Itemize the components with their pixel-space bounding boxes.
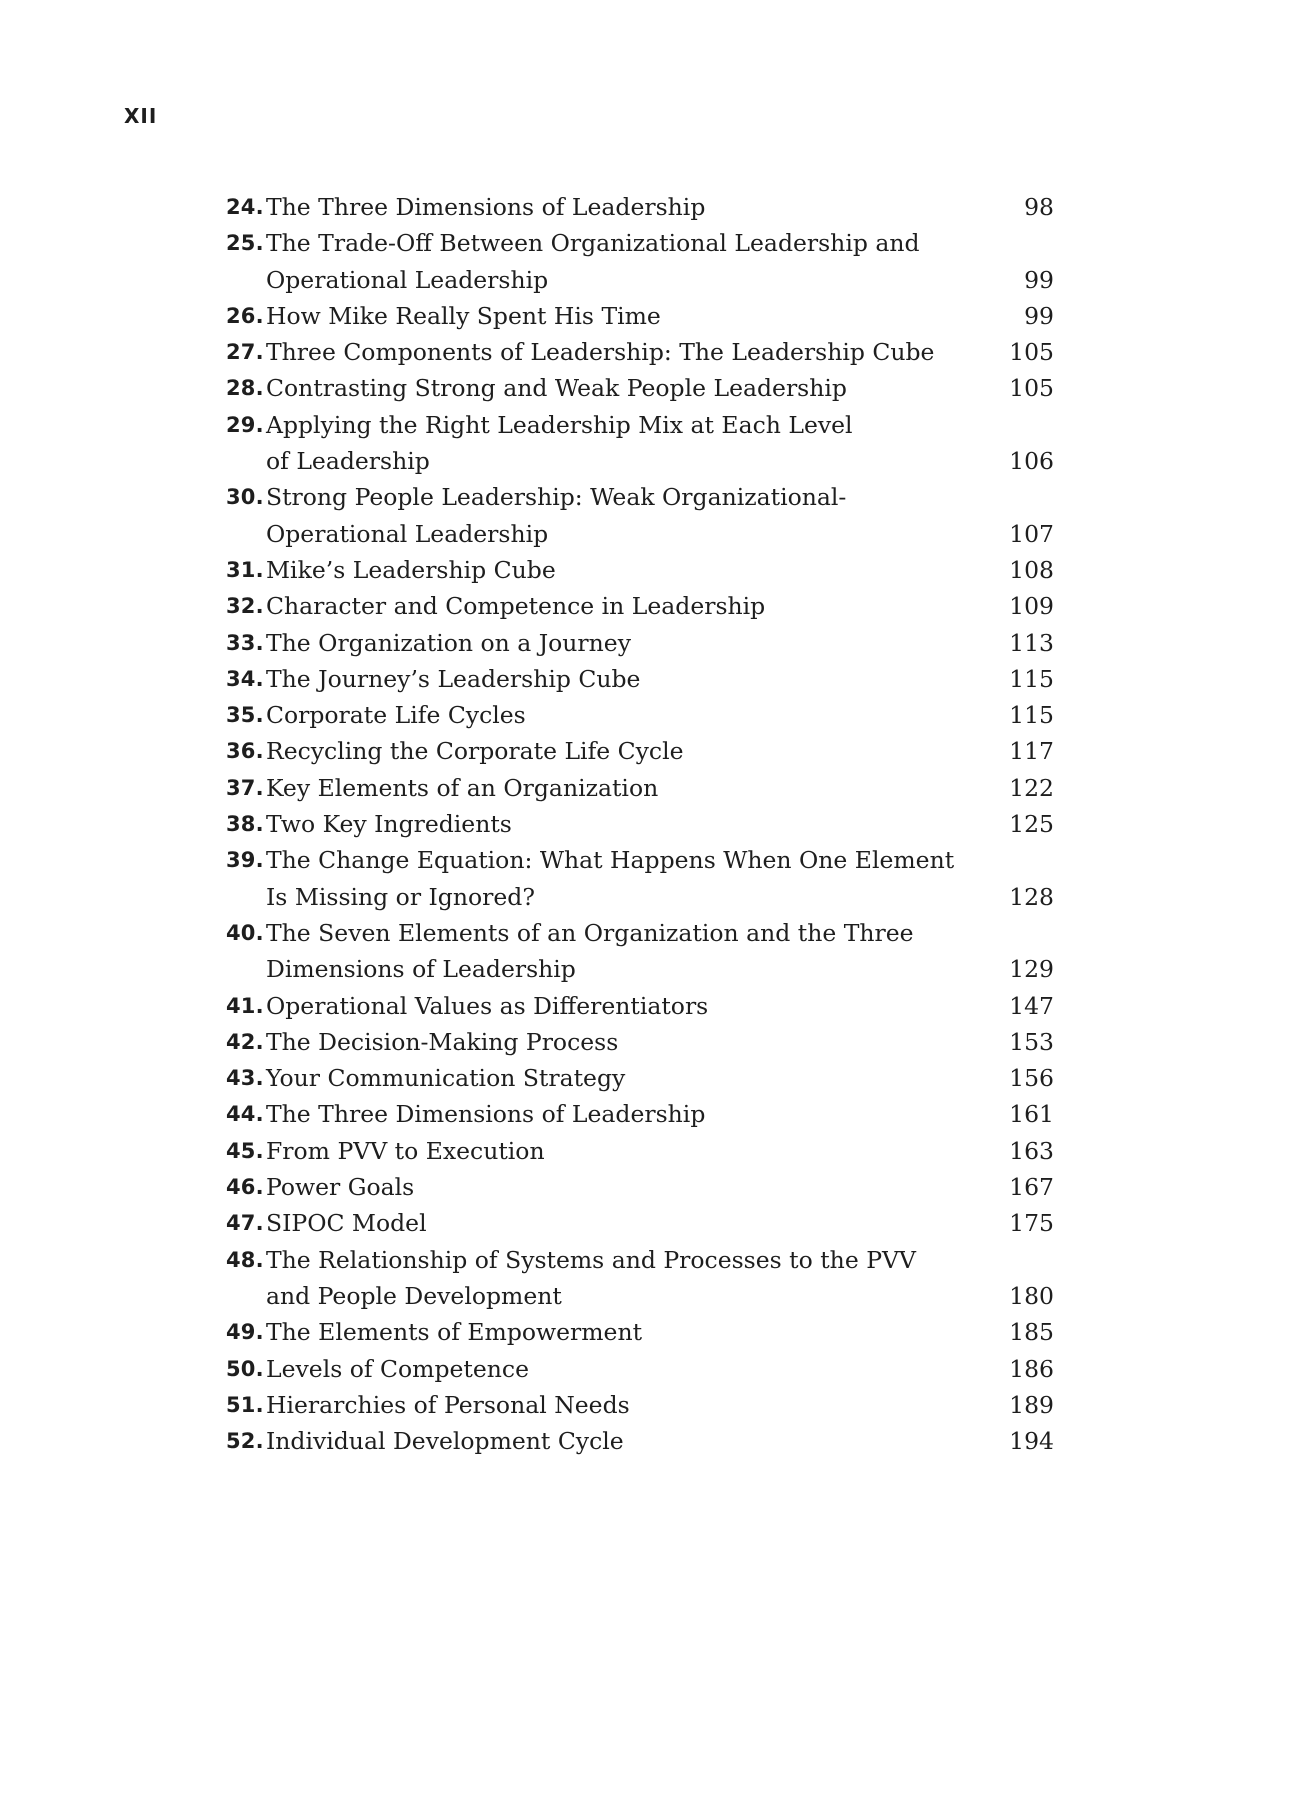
page-number-label: XII — [124, 104, 158, 128]
page-reference: 128 — [1009, 882, 1054, 911]
toc-entry-line — [226, 479, 1054, 515]
page-reference: 107 — [1009, 519, 1054, 548]
figure-title: Operational Values as Differentiators — [266, 991, 709, 1020]
toc-entry — [226, 1024, 1054, 1060]
figure-title: Individual Development Cycle — [266, 1427, 624, 1456]
toc-entry — [226, 479, 1054, 552]
toc-entry-line — [226, 225, 1054, 261]
page-reference: 129 — [1009, 955, 1054, 984]
page-reference: 105 — [1009, 374, 1054, 403]
toc-entry — [226, 1169, 1054, 1205]
figure-number: 27. — [226, 340, 264, 365]
toc-entry-line — [226, 1096, 1054, 1132]
toc-entry-line — [226, 370, 1054, 406]
figure-title: Contrasting Strong and Weak People Leadership — [266, 374, 847, 403]
toc-entry — [226, 334, 1054, 370]
figure-title: Applying the Right Leadership Mix at Each Level — [266, 410, 853, 439]
figure-title: and People Development — [266, 1281, 562, 1310]
figure-title: Two Key Ingredients — [266, 810, 512, 839]
page-reference: 186 — [1009, 1354, 1054, 1383]
page-reference: 125 — [1009, 810, 1054, 839]
figure-number: 32. — [226, 594, 264, 619]
figure-title: Recycling the Corporate Life Cycle — [266, 737, 684, 766]
page-reference: 105 — [1009, 338, 1054, 367]
toc-entry-line — [226, 842, 1054, 878]
toc-entry-line — [226, 334, 1054, 370]
figure-title: Operational Leadership — [266, 519, 549, 548]
toc-entry-line — [226, 988, 1054, 1024]
toc-entry — [226, 988, 1054, 1024]
figure-title: Mike’s Leadership Cube — [266, 555, 556, 584]
page-reference: 109 — [1009, 592, 1054, 621]
figure-number: 29. — [226, 412, 264, 437]
toc-entry-line — [226, 625, 1054, 661]
toc-entry — [226, 661, 1054, 697]
page-reference: 147 — [1009, 991, 1054, 1020]
toc-entry — [226, 1242, 1054, 1315]
figure-number: 44. — [226, 1102, 264, 1127]
figure-number: 38. — [226, 812, 264, 837]
toc-entry — [226, 1096, 1054, 1132]
list-of-figures — [226, 189, 1054, 1459]
toc-entry-line — [226, 697, 1054, 733]
figure-number: 47. — [226, 1211, 264, 1236]
page-reference: 113 — [1009, 628, 1054, 657]
toc-entry-line — [226, 516, 1054, 552]
figure-title: The Change Equation: What Happens When One Element — [266, 846, 955, 875]
figure-number: 42. — [226, 1029, 264, 1054]
figure-title: The Decision-Making Process — [266, 1027, 619, 1056]
figure-title: SIPOC Model — [266, 1209, 427, 1238]
page-reference: 180 — [1009, 1281, 1054, 1310]
toc-entry-line — [226, 443, 1054, 479]
toc-entry — [226, 806, 1054, 842]
page-reference: 106 — [1009, 447, 1054, 476]
page-reference: 108 — [1009, 555, 1054, 584]
toc-entry-line — [226, 879, 1054, 915]
toc-entry — [226, 1133, 1054, 1169]
toc-entry-line — [226, 1133, 1054, 1169]
figure-title: of Leadership — [266, 447, 430, 476]
page-reference: 115 — [1009, 701, 1054, 730]
figure-title: Corporate Life Cycles — [266, 701, 526, 730]
toc-entry-line — [226, 189, 1054, 225]
toc-entry — [226, 770, 1054, 806]
figure-number: 52. — [226, 1429, 264, 1454]
figure-title: Hierarchies of Personal Needs — [266, 1390, 630, 1419]
figure-title: The Relationship of Systems and Processes to the PVV — [266, 1245, 916, 1274]
figure-title: Strong People Leadership: Weak Organizational- — [266, 483, 847, 512]
figure-title: The Three Dimensions of Leadership — [266, 193, 706, 221]
figure-number: 28. — [226, 376, 264, 401]
figure-number: 40. — [226, 920, 264, 945]
page-reference: 161 — [1009, 1100, 1054, 1129]
figure-title: Three Components of Leadership: The Leadership Cube — [266, 338, 935, 367]
toc-entry — [226, 225, 1054, 298]
figure-number: 49. — [226, 1320, 264, 1345]
page-reference: 153 — [1009, 1027, 1054, 1056]
figure-title: Power Goals — [266, 1173, 415, 1202]
figure-title: The Journey’s Leadership Cube — [266, 664, 641, 693]
toc-entry — [226, 588, 1054, 624]
figure-number: 37. — [226, 775, 264, 800]
toc-entry — [226, 407, 1054, 480]
toc-entry — [226, 189, 1054, 225]
toc-entry — [226, 915, 1054, 988]
toc-entry — [226, 1060, 1054, 1096]
figure-title: From PVV to Execution — [266, 1136, 545, 1165]
toc-entry — [226, 733, 1054, 769]
figure-number: 24. — [226, 195, 264, 219]
page-reference: 175 — [1009, 1209, 1054, 1238]
figure-number: 45. — [226, 1138, 264, 1163]
page-reference: 167 — [1009, 1173, 1054, 1202]
toc-entry — [226, 1387, 1054, 1423]
page-reference: 194 — [1009, 1427, 1054, 1456]
page-reference: 99 — [1024, 301, 1054, 330]
figure-title: The Organization on a Journey — [266, 628, 631, 657]
toc-entry-line — [226, 951, 1054, 987]
figure-number: 48. — [226, 1247, 264, 1272]
figure-title: Character and Competence in Leadership — [266, 592, 766, 621]
toc-entry-line — [226, 552, 1054, 588]
figure-title: How Mike Really Spent His Time — [266, 301, 661, 330]
figure-number: 50. — [226, 1356, 264, 1381]
figure-title: The Three Dimensions of Leadership — [266, 1100, 706, 1129]
toc-entry-line — [226, 1423, 1054, 1459]
toc-entry — [226, 697, 1054, 733]
page-reference: 163 — [1009, 1136, 1054, 1165]
page-reference: 156 — [1009, 1064, 1054, 1093]
toc-entry-line — [226, 661, 1054, 697]
toc-entry-line — [226, 770, 1054, 806]
toc-entry-line — [226, 1242, 1054, 1278]
toc-entry-line — [226, 1024, 1054, 1060]
toc-entry — [226, 552, 1054, 588]
figure-title: Your Communication Strategy — [266, 1064, 626, 1093]
figure-number: 39. — [226, 848, 264, 873]
toc-entry — [226, 842, 1054, 915]
figure-number: 51. — [226, 1392, 264, 1417]
figure-number: 34. — [226, 666, 264, 691]
figure-number: 25. — [226, 231, 264, 256]
figure-title: The Elements of Empowerment — [266, 1318, 643, 1347]
toc-entry-line — [226, 806, 1054, 842]
figure-title: Operational Leadership — [266, 265, 549, 294]
toc-entry-line — [226, 1351, 1054, 1387]
page-reference: 117 — [1009, 737, 1054, 766]
page-reference: 185 — [1009, 1318, 1054, 1347]
figure-number: 33. — [226, 630, 264, 655]
toc-entry-line — [226, 298, 1054, 334]
page-reference: 98 — [1024, 193, 1054, 221]
page-reference: 122 — [1009, 773, 1054, 802]
figure-number: 36. — [226, 739, 264, 764]
toc-entry — [226, 1351, 1054, 1387]
figure-title: The Trade-Off Between Organizational Leadership and — [266, 229, 920, 258]
toc-entry — [226, 1314, 1054, 1350]
toc-entry-line — [226, 1205, 1054, 1241]
figure-title: Levels of Competence — [266, 1354, 529, 1383]
toc-entry-line — [226, 262, 1054, 298]
toc-entry-line — [226, 1060, 1054, 1096]
page-reference: 189 — [1009, 1390, 1054, 1419]
figure-number: 26. — [226, 303, 264, 328]
toc-entry-line — [226, 1387, 1054, 1423]
toc-entry-line — [226, 1169, 1054, 1205]
toc-entry-line — [226, 915, 1054, 951]
figure-number: 43. — [226, 1066, 264, 1091]
toc-entry — [226, 1423, 1054, 1459]
toc-entry-line — [226, 588, 1054, 624]
figure-number: 35. — [226, 703, 264, 728]
page-reference: 99 — [1024, 265, 1054, 294]
figure-number: 46. — [226, 1175, 264, 1200]
toc-entry — [226, 625, 1054, 661]
toc-entry-line — [226, 407, 1054, 443]
toc-entry — [226, 298, 1054, 334]
toc-entry-line — [226, 1314, 1054, 1350]
figure-number: 30. — [226, 485, 264, 510]
figure-number: 41. — [226, 993, 264, 1018]
toc-entry — [226, 370, 1054, 406]
figure-title: The Seven Elements of an Organization and the Three — [266, 918, 914, 947]
page-reference: 115 — [1009, 664, 1054, 693]
figure-title: Dimensions of Leadership — [266, 955, 576, 984]
toc-entry-line — [226, 733, 1054, 769]
toc-entry-line — [226, 1278, 1054, 1314]
figure-title: Is Missing or Ignored? — [266, 882, 535, 911]
figure-title: Key Elements of an Organization — [266, 773, 659, 802]
toc-entry — [226, 1205, 1054, 1241]
figure-number: 31. — [226, 557, 264, 582]
